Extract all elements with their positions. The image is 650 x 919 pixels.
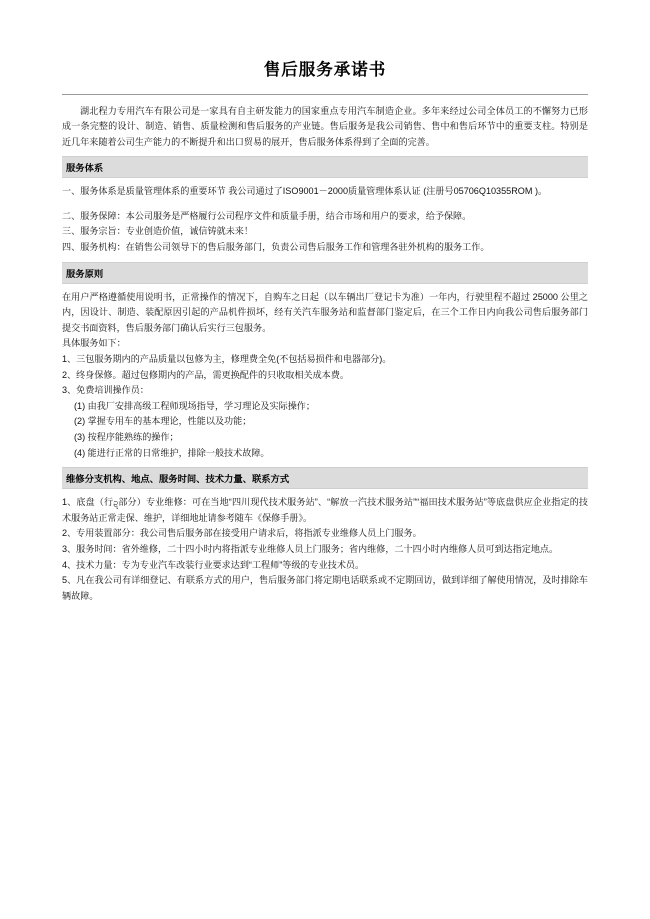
section-heading-service-principles: 服务原则: [62, 262, 588, 284]
page-title: 售后服务承诺书: [263, 61, 387, 79]
training-subline-1: (1) 由我厂安排高级工程师现场指导，学习理论及实际操作；: [74, 400, 315, 411]
section-heading-service-system: 服务体系: [62, 156, 588, 178]
intro-paragraph: 湖北程力专用汽车有限公司是一家具有自主研发能力的国家重点专用汽车制造企业。多年来经过公司全体员工的不懈努力已形成一条完整的设计、制造、销售、质量检测和售后服务的产业链。售后服务是我公司销售、售中和售后环节中的重要支柱。特别是近几年来随着公司生产能力的不断提升和出口贸易的展开，售后服务体系得到了全面的完善。: [62, 106, 588, 147]
title-divider: [62, 94, 588, 95]
service-principles-subheading: 具体服务如下：: [62, 338, 126, 349]
training-subline-3: (3) 按程序能熟练的操作；: [74, 431, 179, 442]
service-principles-paragraph: 在用户严格遵循使用说明书，正常操作的情况下，自购车之日起（以车辆出厂登记卡为准）一年内，行驶里程不超过 25000 公里之内，因设计、制造、装配原因引起的产品机件损坏，经有关汽车服务站和监督部门鉴定后，在三个工作日内向我公司售后服务部门提交书面资料，售后服务部门确认后实行三包服务。: [62, 291, 588, 333]
service-system-line-1: 一、服务体系是质量管理体系的重要环节 我公司通过了ISO9001－2000质量管理体系认证 (注册号05706Q10355ROM )。: [62, 186, 548, 197]
service-principles-line-1: 1、三包服务期内的产品质量以包修为主，修理费全免(不包括易损件和电器部分)。: [62, 353, 392, 364]
service-network-line-5: 5、凡在我公司有详细登记、有联系方式的用户，售后服务部门将定期电话联系或不定期回访，做到详细了解使用情况，及时排除车辆故障。: [62, 575, 588, 601]
service-network-line-4: 4、技术力量：专为专业汽车改装行业要求达到“工程师”等级的专业技术员。: [62, 559, 365, 570]
training-subline-4: (4) 能进行正常的日常维护，排除一般技术故障。: [74, 447, 270, 458]
service-network-line-2: 2、专用装置部分：我公司售后服务部在接受用户请求后，将指派专业维修人员上门服务。: [62, 528, 422, 539]
spacer: [62, 200, 588, 209]
service-principles-line-3: 3、免费培训操作员：: [62, 385, 149, 396]
service-system-line-3: 三、服务宗旨：专业创造价值，诚信铸就未来！: [62, 226, 253, 237]
service-system-line-4: 四、服务机构：在销售公司领导下的售后服务部门，负责公司售后服务工作和管理各驻外机构的服务工作。: [62, 242, 490, 252]
service-principles-line-2: 2、终身保修。超过包修期内的产品，需更换配件的只收取相关成本费。: [62, 369, 349, 380]
service-network-line-1: 1、底盘（行ဍ部分）专业维修：可在当地“四川现代技术服务站”、“解放一汽技术服务站”“福田技术服务站”等底盘供应企业指定的技术服务站正常走保、维护，详细地址请参考随车《保修手册》。: [62, 497, 588, 523]
service-system-line-2: 二、服务保障：本公司服务是严格履行公司程序文件和质量手册，结合市场和用户的要求，给予保障。: [62, 210, 472, 221]
service-network-line-3: 3、服务时间：省外维修，二十四小时内将指派专业维修人员上门服务；省内维修，二十四小时内维修人员可到达指定地点。: [62, 543, 559, 554]
section-heading-service-network: 维修分支机构、地点、服务时间、技术力量、联系方式: [62, 467, 588, 489]
training-subline-2: (2) 掌握专用车的基本理论，性能以及功能；: [74, 416, 252, 427]
